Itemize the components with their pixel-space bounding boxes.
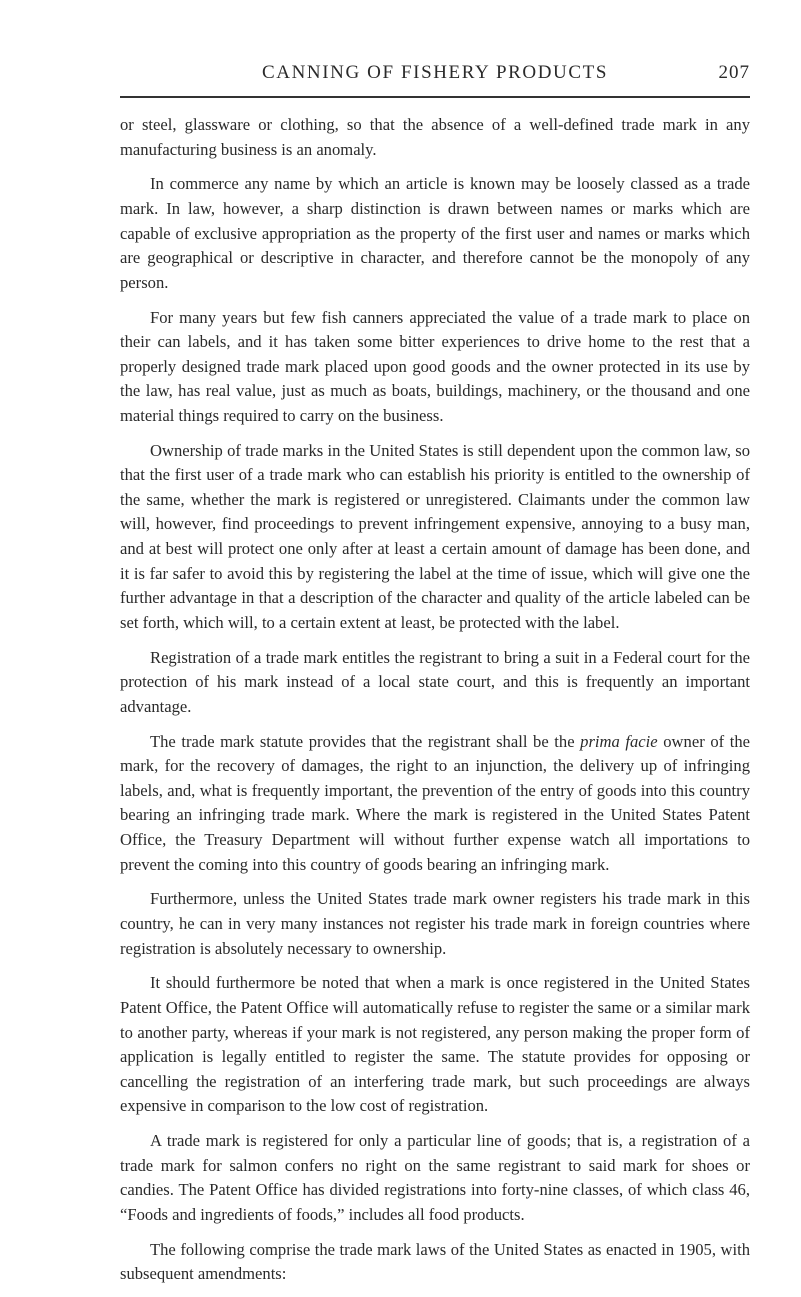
paragraph-5: Registration of a trade mark entitles the registrant to bring a suit in a Federal court for the protection of his mark instead of a local state court, and this is frequently an important advantage. <box>120 647 750 716</box>
paragraph-6 <box>120 730 750 878</box>
running-head <box>120 62 750 92</box>
page-number: 207 <box>718 62 750 83</box>
running-title: CANNING OF FISHERY PRODUCTS <box>261 62 609 83</box>
paragraph-10: The following comprise the trade mark laws of the United States as enacted in 1905, with subsequent amendments: <box>120 1239 750 1284</box>
header-rule <box>120 96 750 98</box>
paragraph-8: It should furthermore be noted that when a mark is once registered in the United States Patent Office, the Patent Office will automatically refuse to register the same or a similar mark to another party, whereas if your mark is not registered, any person making the proper form of application is legally entitled to register the same. The statute provides for opposing or cancelling the registration of an interfering trade mark, but such proceedings are always expensive in comparison to the low cost of registration. <box>120 973 750 1116</box>
paragraph-6-text-end: owner of the mark, for the recovery of damages, the right to an injunction, the delivery up of infringing labels, and, what is frequently important, the prevention of the entry of goods into this country bearing an infringing trade mark. Where the mark is registered in the United States Patent Office, the Treasury Department will without further expense watch all importations to prevent the coming into this country of goods bearing an infringing mark. <box>120 731 751 874</box>
paragraph-6-italic-term: prima facie <box>580 731 658 751</box>
paragraph-2: In commerce any name by which an article is known may be loosely classed as a trade mark. In law, however, a sharp distinction is drawn between names or marks which are capable of exclusive appropriation as the property of the first user and names or marks which are geographical or descriptive in character, and therefore cannot be the monopoly of any person. <box>120 174 750 292</box>
paragraph-6-text-start: The trade mark statute provides that the registrant shall be the <box>150 731 581 751</box>
paragraph-1: or steel, glassware or clothing, so that the absence of a well-defined trade mark in any manufacturing business is an anomaly. <box>120 115 750 159</box>
paragraph-7: Furthermore, unless the United States trade mark owner registers his trade mark in this country, he can in very many instances not register his trade mark in foreign countries where registration is absolutely necessary to ownership. <box>120 889 750 958</box>
paragraph-3: For many years but few fish canners appreciated the value of a trade mark to place on their can labels, and it has taken some bitter experiences to drive home to the rest that a properly designed trade mark placed upon good goods and the owner protected in its use by the law, has real value, just as much as boats, buildings, machinery, or the thousand and one material things required to carry on the business. <box>120 307 750 425</box>
body-text <box>120 113 750 1297</box>
paragraph-4: Ownership of trade marks in the United States is still dependent upon the common law, so that the first user of a trade mark who can establish his priority is entitled to the ownership of the same, whether the mark is registered or unregistered. Claimants under the common law will, however, find proceedings to prevent infringement expensive, annoying to a busy man, and at best will protect one only after at least a certain amount of damage has been done, and it is far safer to avoid this by registering the label at the time of issue, which will give one the further advantage in that a description of the character and quality of the article labeled can be set forth, which will, to a certain extent at least, be protected with the label. <box>120 440 750 632</box>
paragraph-9: A trade mark is registered for only a particular line of goods; that is, a registration of a trade mark for salmon confers no right on the same registrant to said mark for shoes or candies. The Patent Office has divided registrations into forty-nine classes, of which class 46, “Foods and ingredients of foods,” includes all food products. <box>120 1131 750 1224</box>
